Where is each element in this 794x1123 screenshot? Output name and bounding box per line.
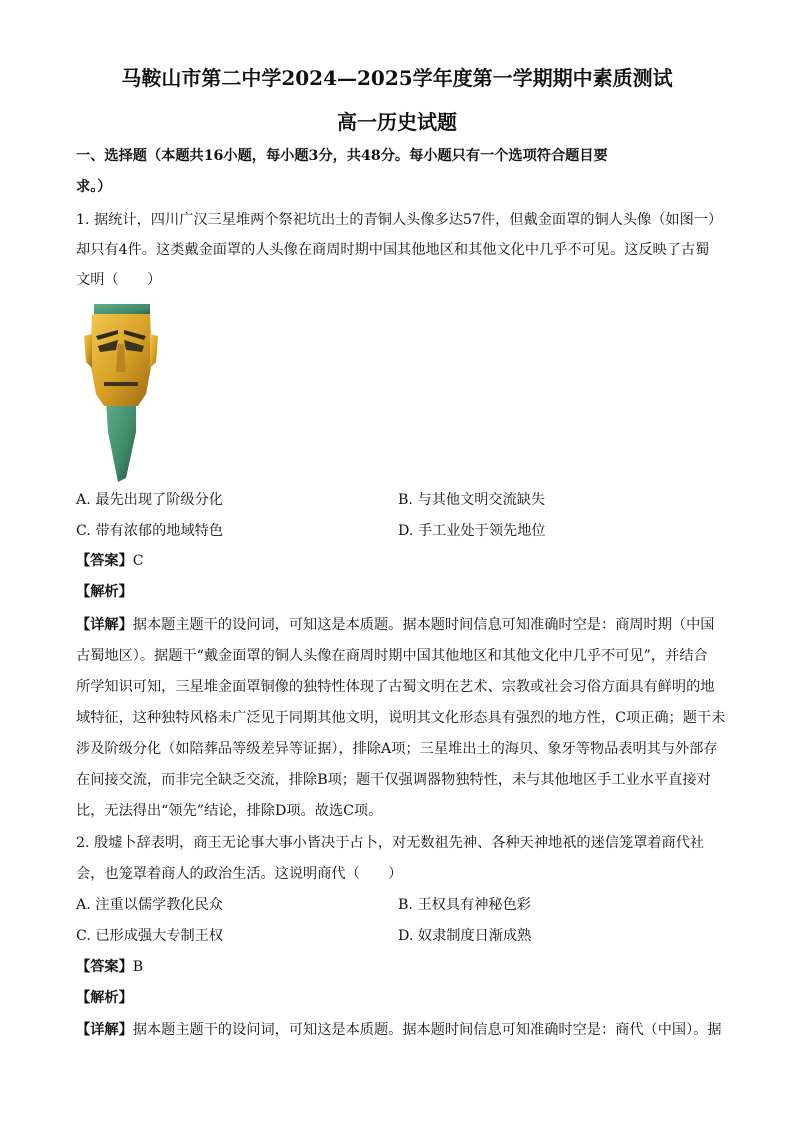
q1-detail-line: 在间接交流，而非完全缺乏交流，排除B项；题干仅强调器物独特性，未与其他地区手工业水平直接对 xyxy=(76,772,711,788)
detail-tag: 【详解】 xyxy=(76,1022,133,1038)
q1-stem-line: 文明（ ） xyxy=(76,272,162,288)
q2-option-c: C. 已形成强大专制王权 xyxy=(76,928,224,944)
q1-stem-line: 1. 据统计，四川广汉三星堆两个祭祀坑出土的青铜人头像多达57件，但戴金面罩的铜人头像（如图一） xyxy=(76,212,723,228)
section-heading-cont: 求。） xyxy=(76,179,112,195)
gold-mask-bronze-head-image xyxy=(80,302,162,484)
q2-analysis-tag xyxy=(76,988,133,1008)
q2-answer xyxy=(76,957,143,977)
answer-value: B xyxy=(132,959,144,975)
q1-option-a: A. 最先出现了阶级分化 xyxy=(76,492,223,508)
q1-detail-line: 域特征，这种独特风格未广泛见于同期其他文明，说明其文化形态具有强烈的地方性，C项正确；题干未 xyxy=(76,710,726,726)
q2-option-b: B. 王权具有神秘色彩 xyxy=(398,897,531,913)
q2-option-a: A. 注重以儒学教化民众 xyxy=(76,897,223,913)
q2-option-d: D. 奴隶制度日渐成熟 xyxy=(398,928,532,944)
detail-text: 据本题主题干的设问词，可知这是本质题。据本题时间信息可知准确时空是：商周时期（中国 xyxy=(132,617,715,633)
analysis-tag: 【解析】 xyxy=(76,990,133,1006)
answer-tag: 【答案】 xyxy=(76,553,133,569)
q1-detail-line: 古蜀地区）。据题干“戴金面罩的铜人头像在商周时期中国其他地区和其他文化中几乎不可见”，并结合 xyxy=(76,648,708,664)
q1-detail-line xyxy=(76,615,726,635)
q1-detail-line: 比，无法得出“领先”结论，排除D项。故选C项。 xyxy=(76,803,383,819)
q1-analysis-tag xyxy=(76,582,133,602)
q1-option-d: D. 手工业处于领先地位 xyxy=(398,523,546,539)
answer-value: C xyxy=(132,553,144,569)
exam-title: 马鞍山市第二中学2024—2025学年度第一学期期中素质测试 xyxy=(121,66,673,90)
q2-detail-line xyxy=(76,1020,726,1040)
detail-text: 据本题主题干的设问词，可知这是本质题。据本题时间信息可知准确时空是：商代（中国）。据 xyxy=(132,1022,722,1038)
detail-tag: 【详解】 xyxy=(76,617,133,633)
exam-subtitle: 高一历史试题 xyxy=(337,110,457,134)
q1-detail-line: 涉及阶级分化（如陪葬品等级差异等证据），排除A项；三星堆出土的海贝、象牙等物品表明其与外部存 xyxy=(76,741,718,757)
q1-stem-line: 却只有4件。这类戴金面罩的人头像在商周时期中国其他地区和其他文化中几乎不可见。这反映了古蜀 xyxy=(76,242,710,258)
q1-option-b: B. 与其他文明交流缺失 xyxy=(398,492,546,508)
answer-tag: 【答案】 xyxy=(76,959,133,975)
q2-stem-line: 2. 殷墟卜辞表明，商王无论事大事小皆决于占卜，对无数祖先神、各种天神地祇的迷信笼罩着商代社 xyxy=(76,835,705,851)
analysis-tag: 【解析】 xyxy=(76,584,133,600)
q1-answer xyxy=(76,551,144,571)
q2-stem-line: 会，也笼罩着商人的政治生活。这说明商代（ ） xyxy=(76,866,403,882)
q1-option-c: C. 带有浓郁的地域特色 xyxy=(76,523,224,539)
section-heading: 一、选择题（本题共16小题，每小题3分，共48分。每小题只有一个选项符合题目要 xyxy=(76,148,608,164)
q1-detail-line: 所学知识可知，三星堆金面罩铜像的独特性体现了古蜀文明在艺术、宗教或社会习俗方面具有鲜明的地 xyxy=(76,679,715,695)
